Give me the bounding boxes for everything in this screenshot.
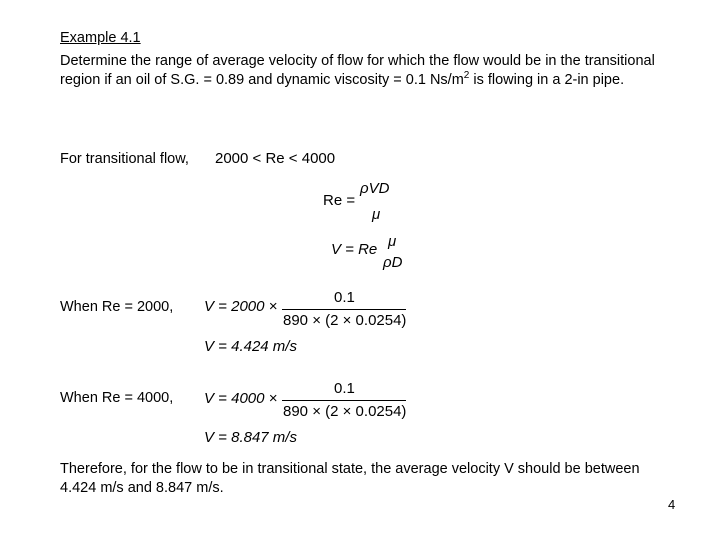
case1-lhs: V = 2000 ×	[204, 298, 278, 315]
reynolds-lhs: Re =	[323, 192, 356, 209]
case2-denominator: 890 × (2 × 0.0254)	[283, 403, 407, 420]
case2-lhs: V = 4000 ×	[204, 390, 278, 407]
problem-statement	[60, 52, 660, 90]
velocity-numerator: μ	[388, 233, 397, 250]
case2-numerator: 0.1	[334, 380, 355, 397]
case2-result: V = 8.847 m/s	[204, 429, 297, 446]
case2-label: When Re = 4000,	[60, 390, 174, 406]
transitional-label: For transitional flow,	[60, 151, 189, 167]
velocity-lhs: V = Re	[331, 241, 378, 258]
case1-fraction-bar	[282, 309, 406, 310]
transitional-inequality: 2000 < Re < 4000	[215, 150, 336, 167]
page-number: 4	[668, 497, 676, 512]
case1-numerator: 0.1	[334, 289, 355, 306]
case2-fraction-bar	[282, 400, 406, 401]
case1-denominator: 890 × (2 × 0.0254)	[283, 312, 407, 329]
problem-superscript: 2	[463, 70, 470, 82]
conclusion: Therefore, for the flow to be in transitional state, the average velocity V should be between 4.424 m/s and 8.847 m/s.	[60, 461, 640, 496]
case1-result: V = 4.424 m/s	[204, 338, 297, 355]
reynolds-denominator: μ	[372, 206, 381, 223]
problem-text: Determine the range of average velocity of flow for which the flow would be in the transitional region if an oil of S.G. = 0.89 and dynamic viscosity = 0.1 Ns/m	[60, 53, 655, 88]
velocity-denominator: ρD	[383, 254, 403, 271]
reynolds-numerator: ρVD	[360, 180, 390, 197]
case1-label: When Re = 2000,	[60, 299, 174, 315]
problem-text-end: is flowing in a 2-in pipe.	[469, 72, 625, 88]
example-title: Example 4.1	[60, 30, 141, 46]
